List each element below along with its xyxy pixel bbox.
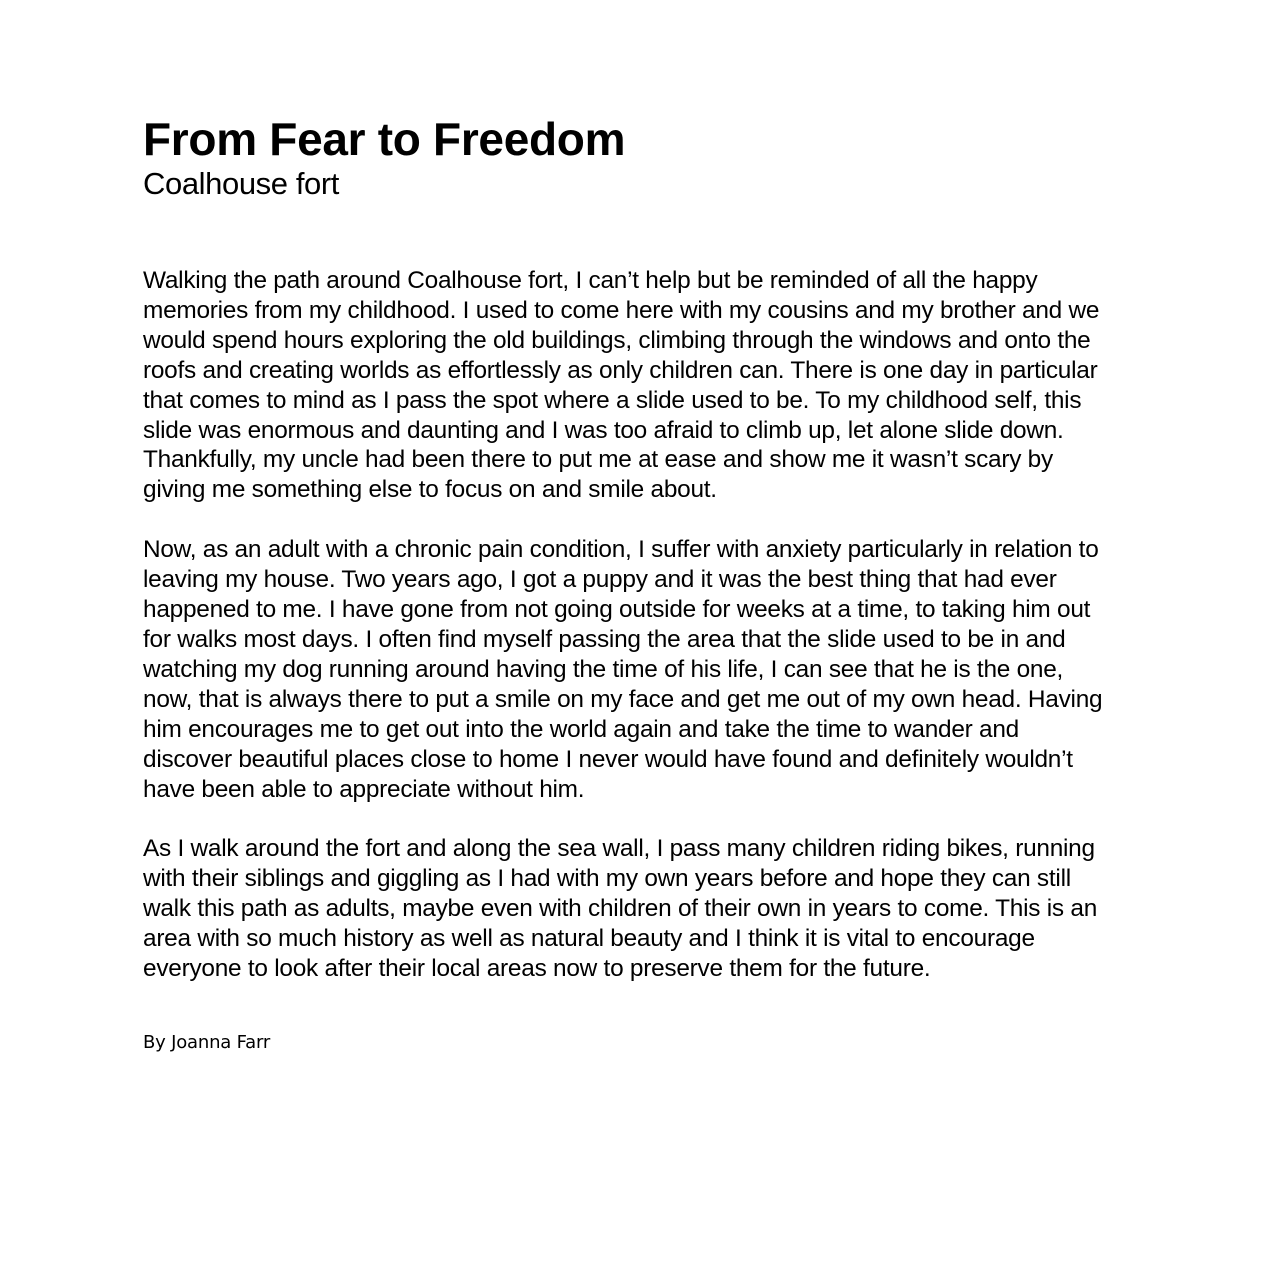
document-title: From Fear to Freedom [143,113,626,165]
document-subtitle: Coalhouse fort [143,166,340,201]
paragraph-3: As I walk around the fort and along the sea wall, I pass many children riding bikes, running with their siblings and giggling as I had with my own years before and hope they can still walk this path as adults, maybe even with children of their own in years to come. This is an area with so much history as well as natural beauty and I think it is vital to encourage everyone to look after their local areas now to preserve them for the future. [143,835,1098,983]
document-page [143,112,1103,1054]
document-body [143,266,1103,984]
paragraph-2: Now, as an adult with a chronic pain condition, I suffer with anxiety particularly in relation to leaving my house. Two years ago, I got a puppy and it was the best thing that had ever happened to me. I have gone from not going outside for weeks at a time, to taking him out for walks most days. I often find myself passing the area that the slide used to be in and watching my dog running around having the time of his life, I can see that he is the one, now, that is always there to put a smile on my face and get me out of my own head. Having him encourages me to get out into the world again and take the time to wander and discover beautiful places close to home I never would have found and definitely wouldn’t have been able to appreciate without him. [143,536,1103,803]
paragraph-1: Walking the path around Coalhouse fort, I can’t help but be reminded of all the happy memories from my childhood. I used to come here with my cousins and my brother and we would spend hours exploring the old buildings, climbing through the windows and onto the roofs and creating worlds as effortlessly as only children can. There is one day in particular that comes to mind as I pass the spot where a slide used to be. To my childhood self, this slide was enormous and daunting and I was too afraid to climb up, let alone slide down. Thankfully, my uncle had been there to put me at ease and show me it wasn’t scary by giving me something else to focus on and smile about. [143,267,1100,504]
author-byline: By Joanna Farr [143,1031,271,1053]
